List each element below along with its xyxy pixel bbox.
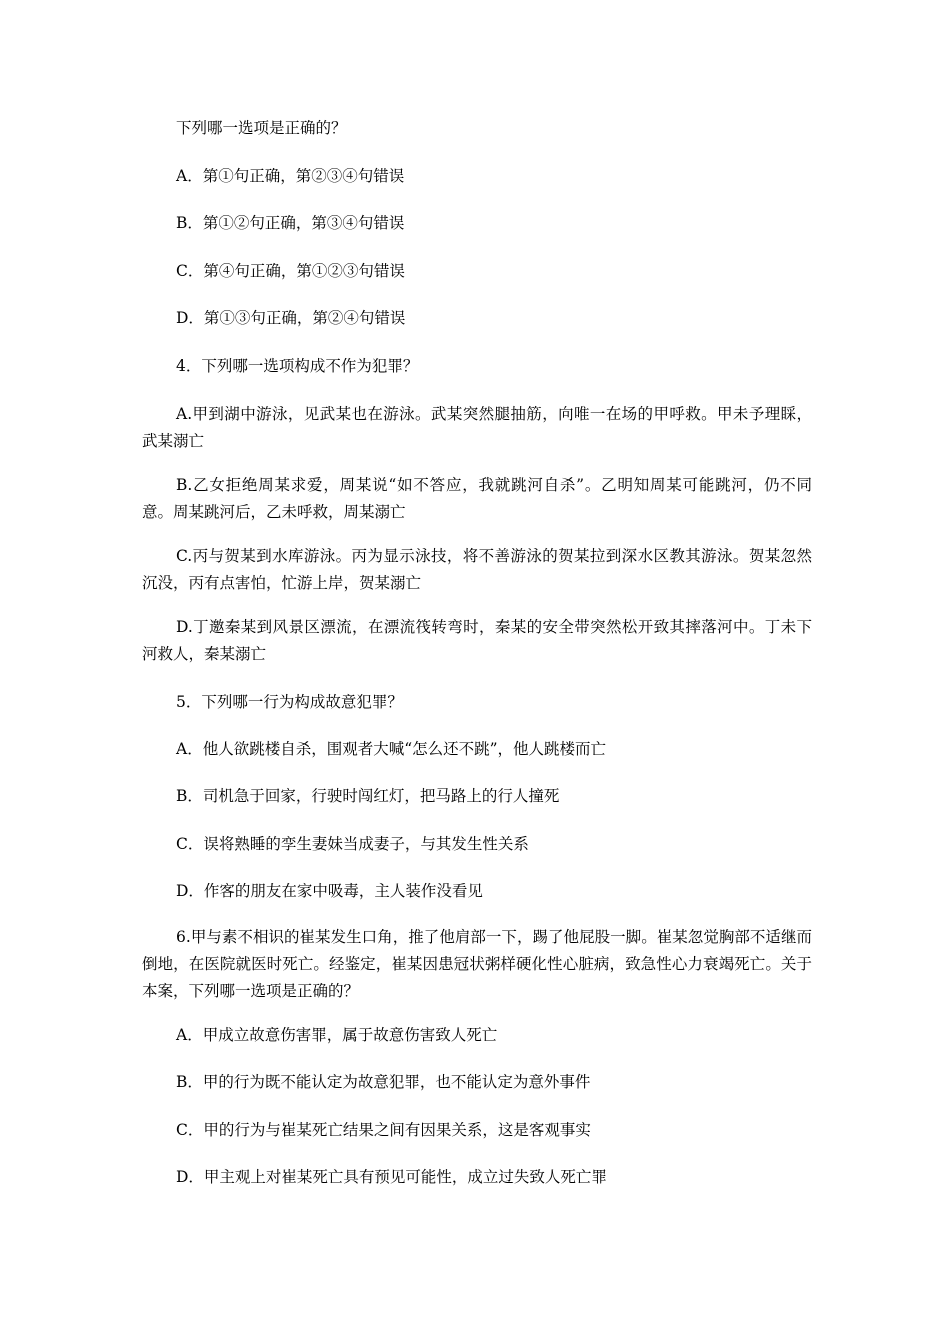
- q4-option-c: C.丙与贺某到水库游泳。丙为显示泳技，将不善游泳的贺某拉到深水区教其游泳。贺某忽然沉没，丙有点害怕，忙游上岸，贺某溺亡: [142, 547, 812, 592]
- q4-option-a: A.甲到湖中游泳，见武某也在游泳。武某突然腿抽筋，向唯一在场的甲呼救。甲未予理睬，武某溺亡: [142, 405, 812, 450]
- q4-option-b: B.乙女拒绝周某求爱，周某说“如不答应，我就跳河自杀”。乙明知周某可能跳河，仍不同意。周某跳河后，乙未呼救，周某溺亡: [142, 476, 812, 521]
- q3-option-d: D．第①③句正确，第②④句错误: [176, 309, 406, 327]
- q6-question: 6.甲与素不相识的崔某发生口角，推了他肩部一下，踢了他屁股一脚。崔某忽觉胸部不适继而倒地，在医院就医时死亡。经鉴定，崔某因患冠状粥样硬化性心脏病，致急性心力衰竭死亡。关于本案，下列哪一选项是正确的？: [142, 928, 812, 1000]
- q4-question: 4．下列哪一选项构成不作为犯罪？: [176, 357, 419, 375]
- q5-option-b: B．司机急于回家，行驶时闯红灯，把马路上的行人撞死: [176, 787, 560, 805]
- q6-option-b: B．甲的行为既不能认定为故意犯罪，也不能认定为意外事件: [176, 1073, 591, 1091]
- q5-option-a: A．他人欲跳楼自杀，围观者大喊“怎么还不跳”，他人跳楼而亡: [176, 740, 607, 758]
- q3-option-b: B．第①②句正确，第③④句错误: [176, 214, 405, 232]
- q6-option-a: A．甲成立故意伤害罪，属于故意伤害致人死亡: [176, 1026, 498, 1044]
- q5-option-c: C．误将熟睡的孪生妻妹当成妻子，与其发生性关系: [176, 835, 529, 853]
- q5-option-d: D．作客的朋友在家中吸毒，主人装作没看见: [176, 882, 483, 900]
- q3-option-a: A．第①句正确，第②③④句错误: [176, 167, 405, 185]
- q5-question: 5．下列哪一行为构成故意犯罪？: [176, 693, 403, 711]
- q3-option-c: C．第④句正确，第①②③句错误: [176, 262, 405, 280]
- q3-prompt: 下列哪一选项是正确的？: [176, 119, 347, 137]
- q6-option-c: C．甲的行为与崔某死亡结果之间有因果关系，这是客观事实: [176, 1121, 591, 1139]
- q6-option-d: D．甲主观上对崔某死亡具有预见可能性，成立过失致人死亡罪: [176, 1168, 607, 1186]
- q4-option-d: D.丁邀秦某到风景区漂流，在漂流筏转弯时，秦某的安全带突然松开致其摔落河中。丁未下河救人，秦某溺亡: [142, 618, 812, 663]
